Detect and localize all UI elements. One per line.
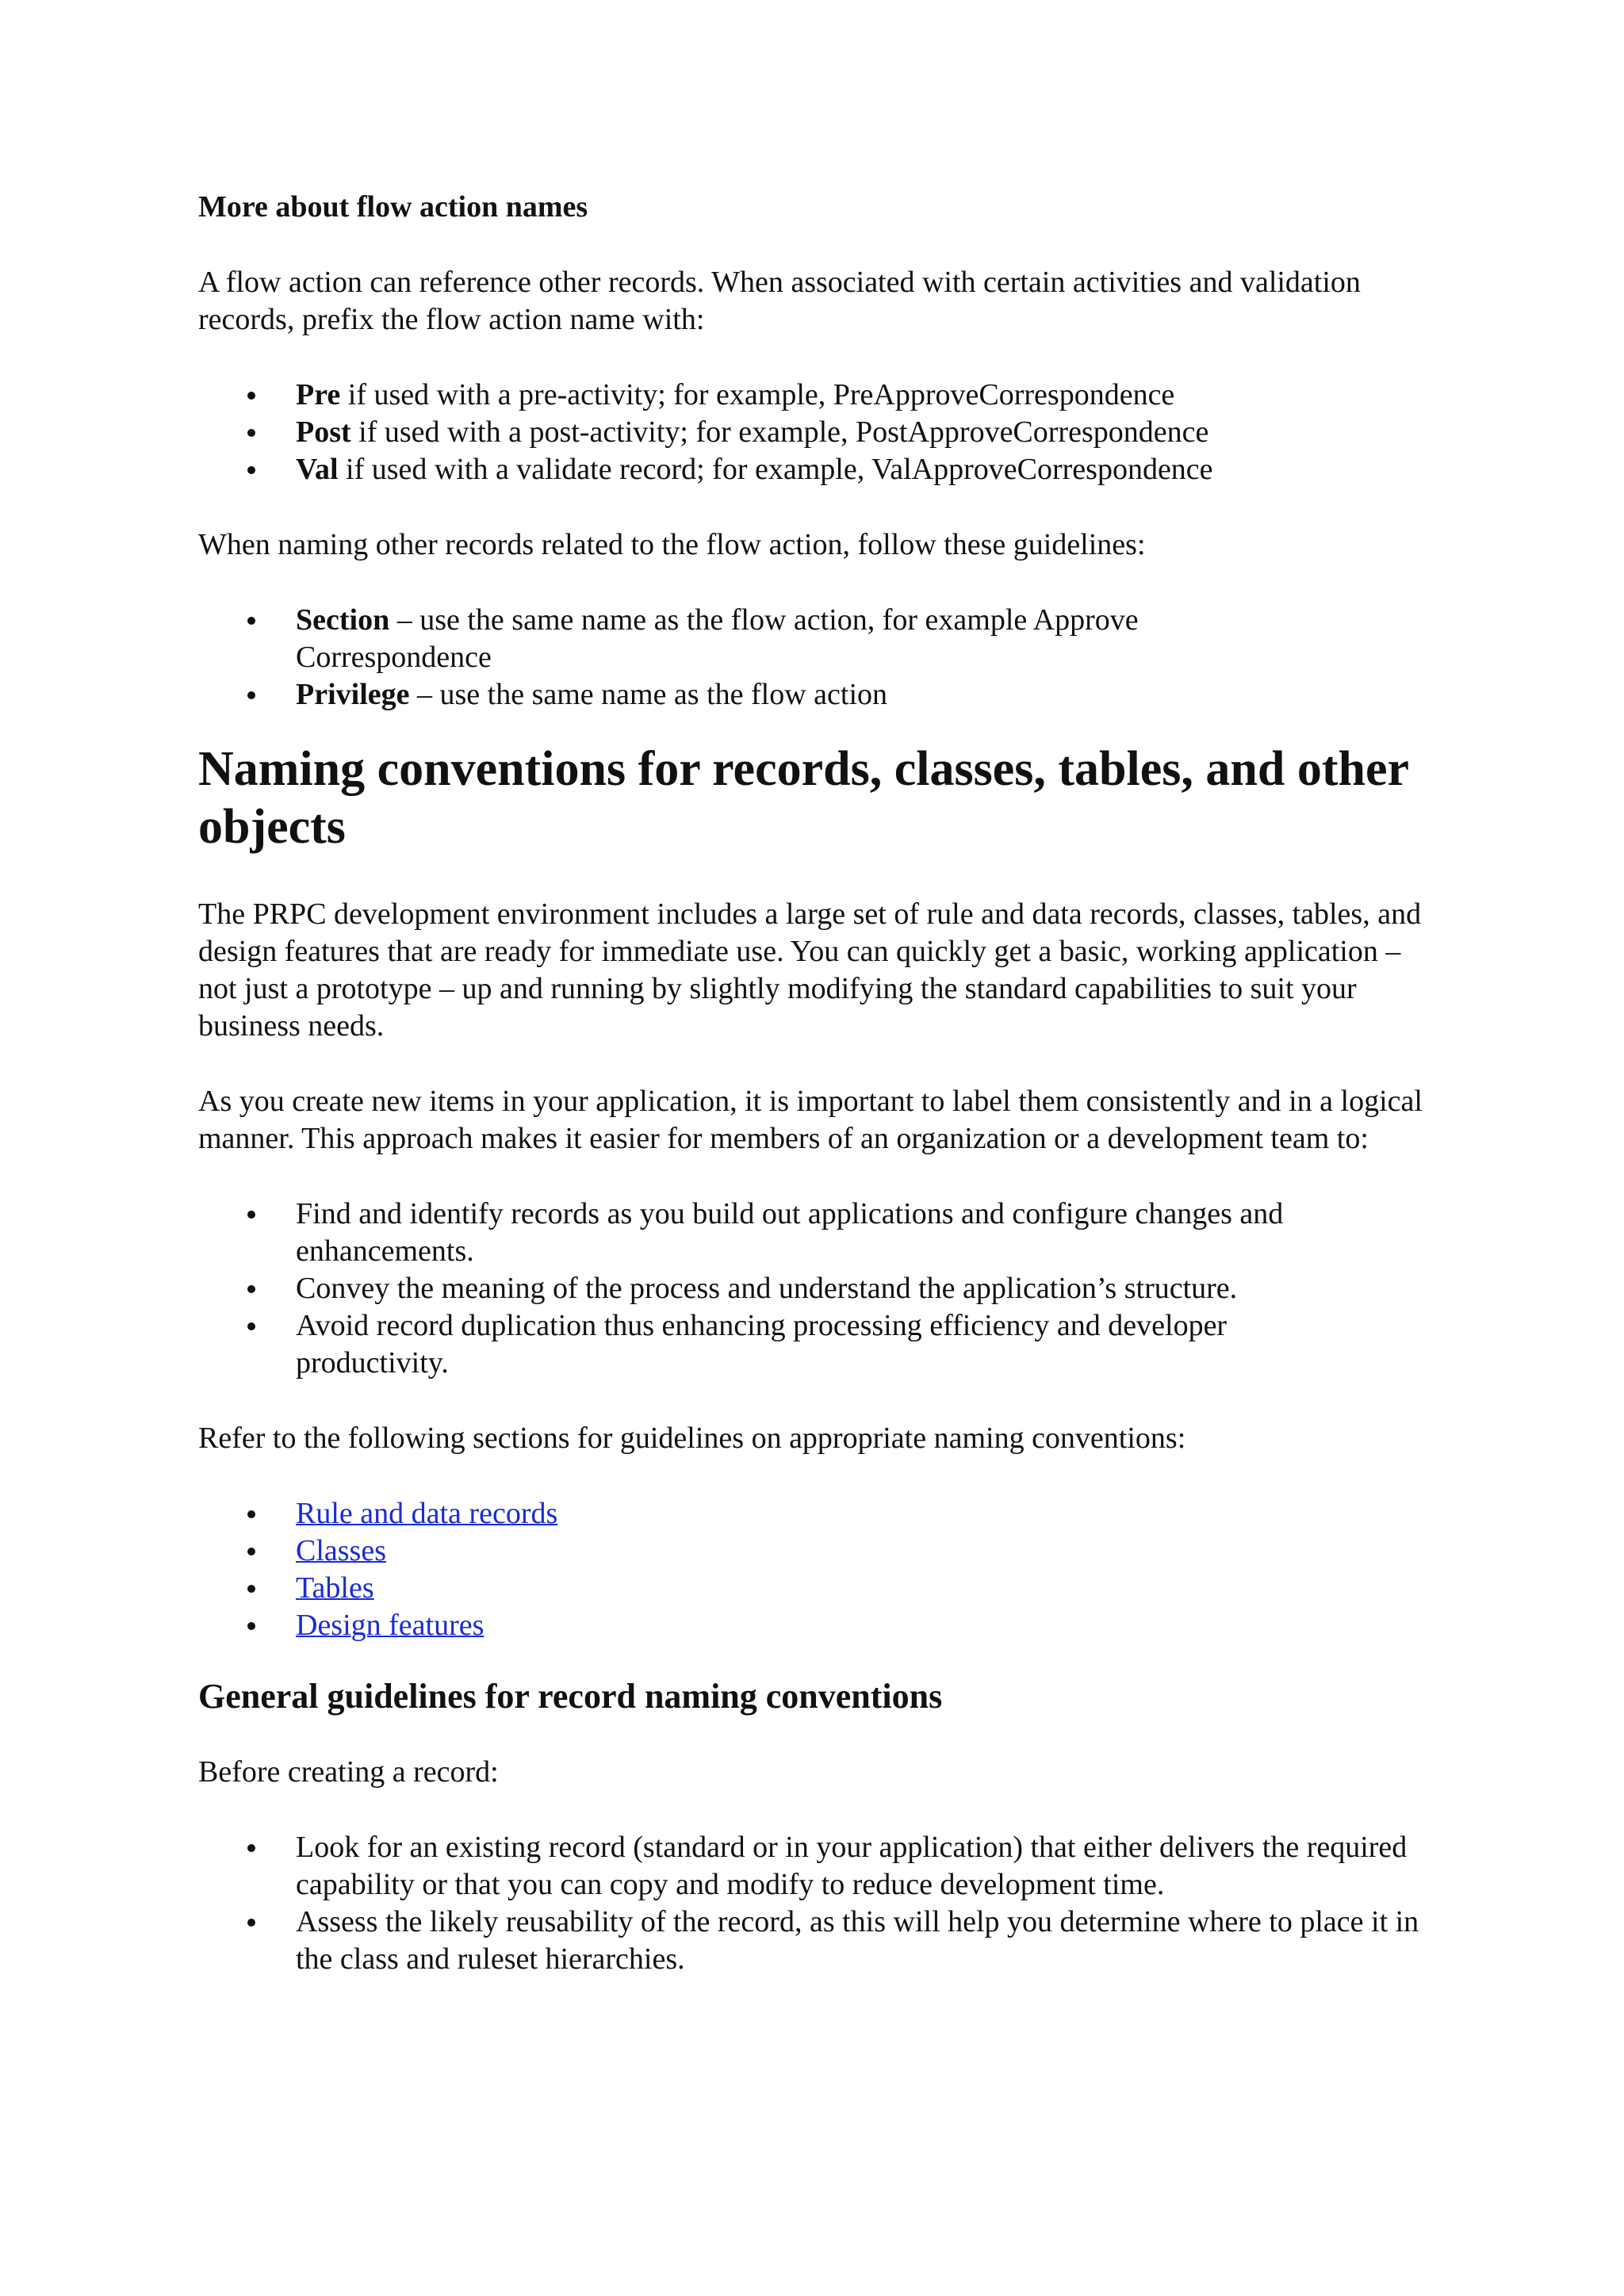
general-intro: Before creating a record:	[198, 1755, 499, 1789]
list-item	[198, 1495, 1435, 1533]
flow-action-heading: More about flow action names	[198, 190, 588, 224]
bullet-icon	[247, 617, 255, 625]
list-item	[198, 676, 1435, 714]
list-item	[198, 1570, 1435, 1607]
link-classes[interactable]: Classes	[296, 1534, 386, 1567]
guideline-list	[198, 602, 1435, 714]
list-item	[198, 602, 1435, 676]
prefix-list	[198, 377, 1435, 488]
prefix-term: Post	[296, 415, 351, 449]
list-item	[198, 1829, 1435, 1904]
bullet-icon	[247, 1844, 255, 1852]
list-item	[198, 1607, 1435, 1644]
bullet-icon	[247, 1211, 255, 1219]
general-guidelines-heading: General guidelines for record naming conventions	[198, 1677, 943, 1716]
benefit-text: Find and identify records as you build out applications and configure changes and enhancements.	[296, 1197, 1284, 1268]
list-item	[198, 377, 1435, 414]
section-links-list	[198, 1495, 1435, 1644]
bullet-icon	[247, 466, 255, 474]
list-item	[198, 451, 1435, 488]
guideline-text: – use the same name as the flow action, for example Approve Correspondence	[296, 603, 1139, 674]
benefit-text: Convey the meaning of the process and understand the application’s structure.	[296, 1272, 1238, 1305]
general-item-text: Assess the likely reusability of the record, as this will help you determine where to place it in the class and ruleset hierarchies.	[296, 1905, 1419, 1976]
prefix-text: if used with a pre-activity; for example, PreApproveCorrespondence	[340, 378, 1175, 411]
document-page	[198, 189, 1435, 2016]
general-list	[198, 1829, 1435, 1978]
prefix-term: Val	[296, 453, 339, 486]
guideline-term: Section	[296, 603, 390, 637]
list-item	[198, 1904, 1435, 1978]
bullet-icon	[247, 1322, 255, 1330]
list-item	[198, 1270, 1435, 1307]
page-title: Naming conventions for records, classes, tables, and other objects	[198, 742, 1408, 854]
refer-intro: Refer to the following sections for guidelines on appropriate naming conventions:	[198, 1422, 1186, 1455]
bullet-icon	[247, 1548, 255, 1556]
bullet-icon	[247, 1585, 255, 1593]
naming-paragraph-2: As you create new items in your application, it is important to label them consistently and in a logical manner. This approach makes it easier for members of an organization or a development team to:	[198, 1085, 1423, 1155]
guidelines-intro: When naming other records related to the flow action, follow these guidelines:	[198, 528, 1146, 561]
general-item-text: Look for an existing record (standard or in your application) that either delivers the required capability or that you can copy and modify to reduce development time.	[296, 1831, 1408, 1901]
guideline-text: – use the same name as the flow action	[409, 678, 888, 711]
bullet-icon	[247, 392, 255, 400]
benefit-text: Avoid record duplication thus enhancing processing efficiency and developer productivity.	[296, 1309, 1228, 1380]
list-item	[198, 1533, 1435, 1570]
bullet-icon	[247, 1285, 255, 1293]
bullet-icon	[247, 429, 255, 437]
bullet-icon	[247, 1919, 255, 1927]
flow-action-intro: A flow action can reference other records. When associated with certain activities and validation records, prefix the flow action name with:	[198, 266, 1361, 336]
prefix-text: if used with a post-activity; for example, PostApproveCorrespondence	[350, 415, 1209, 449]
prefix-term: Pre	[296, 378, 341, 411]
bullet-icon	[247, 1622, 255, 1630]
bullet-icon	[247, 691, 255, 699]
link-tables[interactable]: Tables	[296, 1571, 374, 1605]
list-item	[198, 1196, 1435, 1270]
list-item	[198, 1307, 1435, 1382]
bullet-icon	[247, 1510, 255, 1518]
prefix-text: if used with a validate record; for example, ValApproveCorrespondence	[338, 453, 1213, 486]
list-item	[198, 414, 1435, 451]
link-design-features[interactable]: Design features	[296, 1609, 485, 1642]
naming-paragraph-1: The PRPC development environment includes a large set of rule and data records, classes, tables, and design features that are ready for immediate use. You can quickly get a basic, working application – not just a prototype – up and running by slightly modifying the standard capabilities to suit your business needs.	[198, 897, 1422, 1043]
benefit-list	[198, 1196, 1435, 1382]
guideline-term: Privilege	[296, 678, 410, 711]
link-rule-and-data-records[interactable]: Rule and data records	[296, 1497, 558, 1530]
